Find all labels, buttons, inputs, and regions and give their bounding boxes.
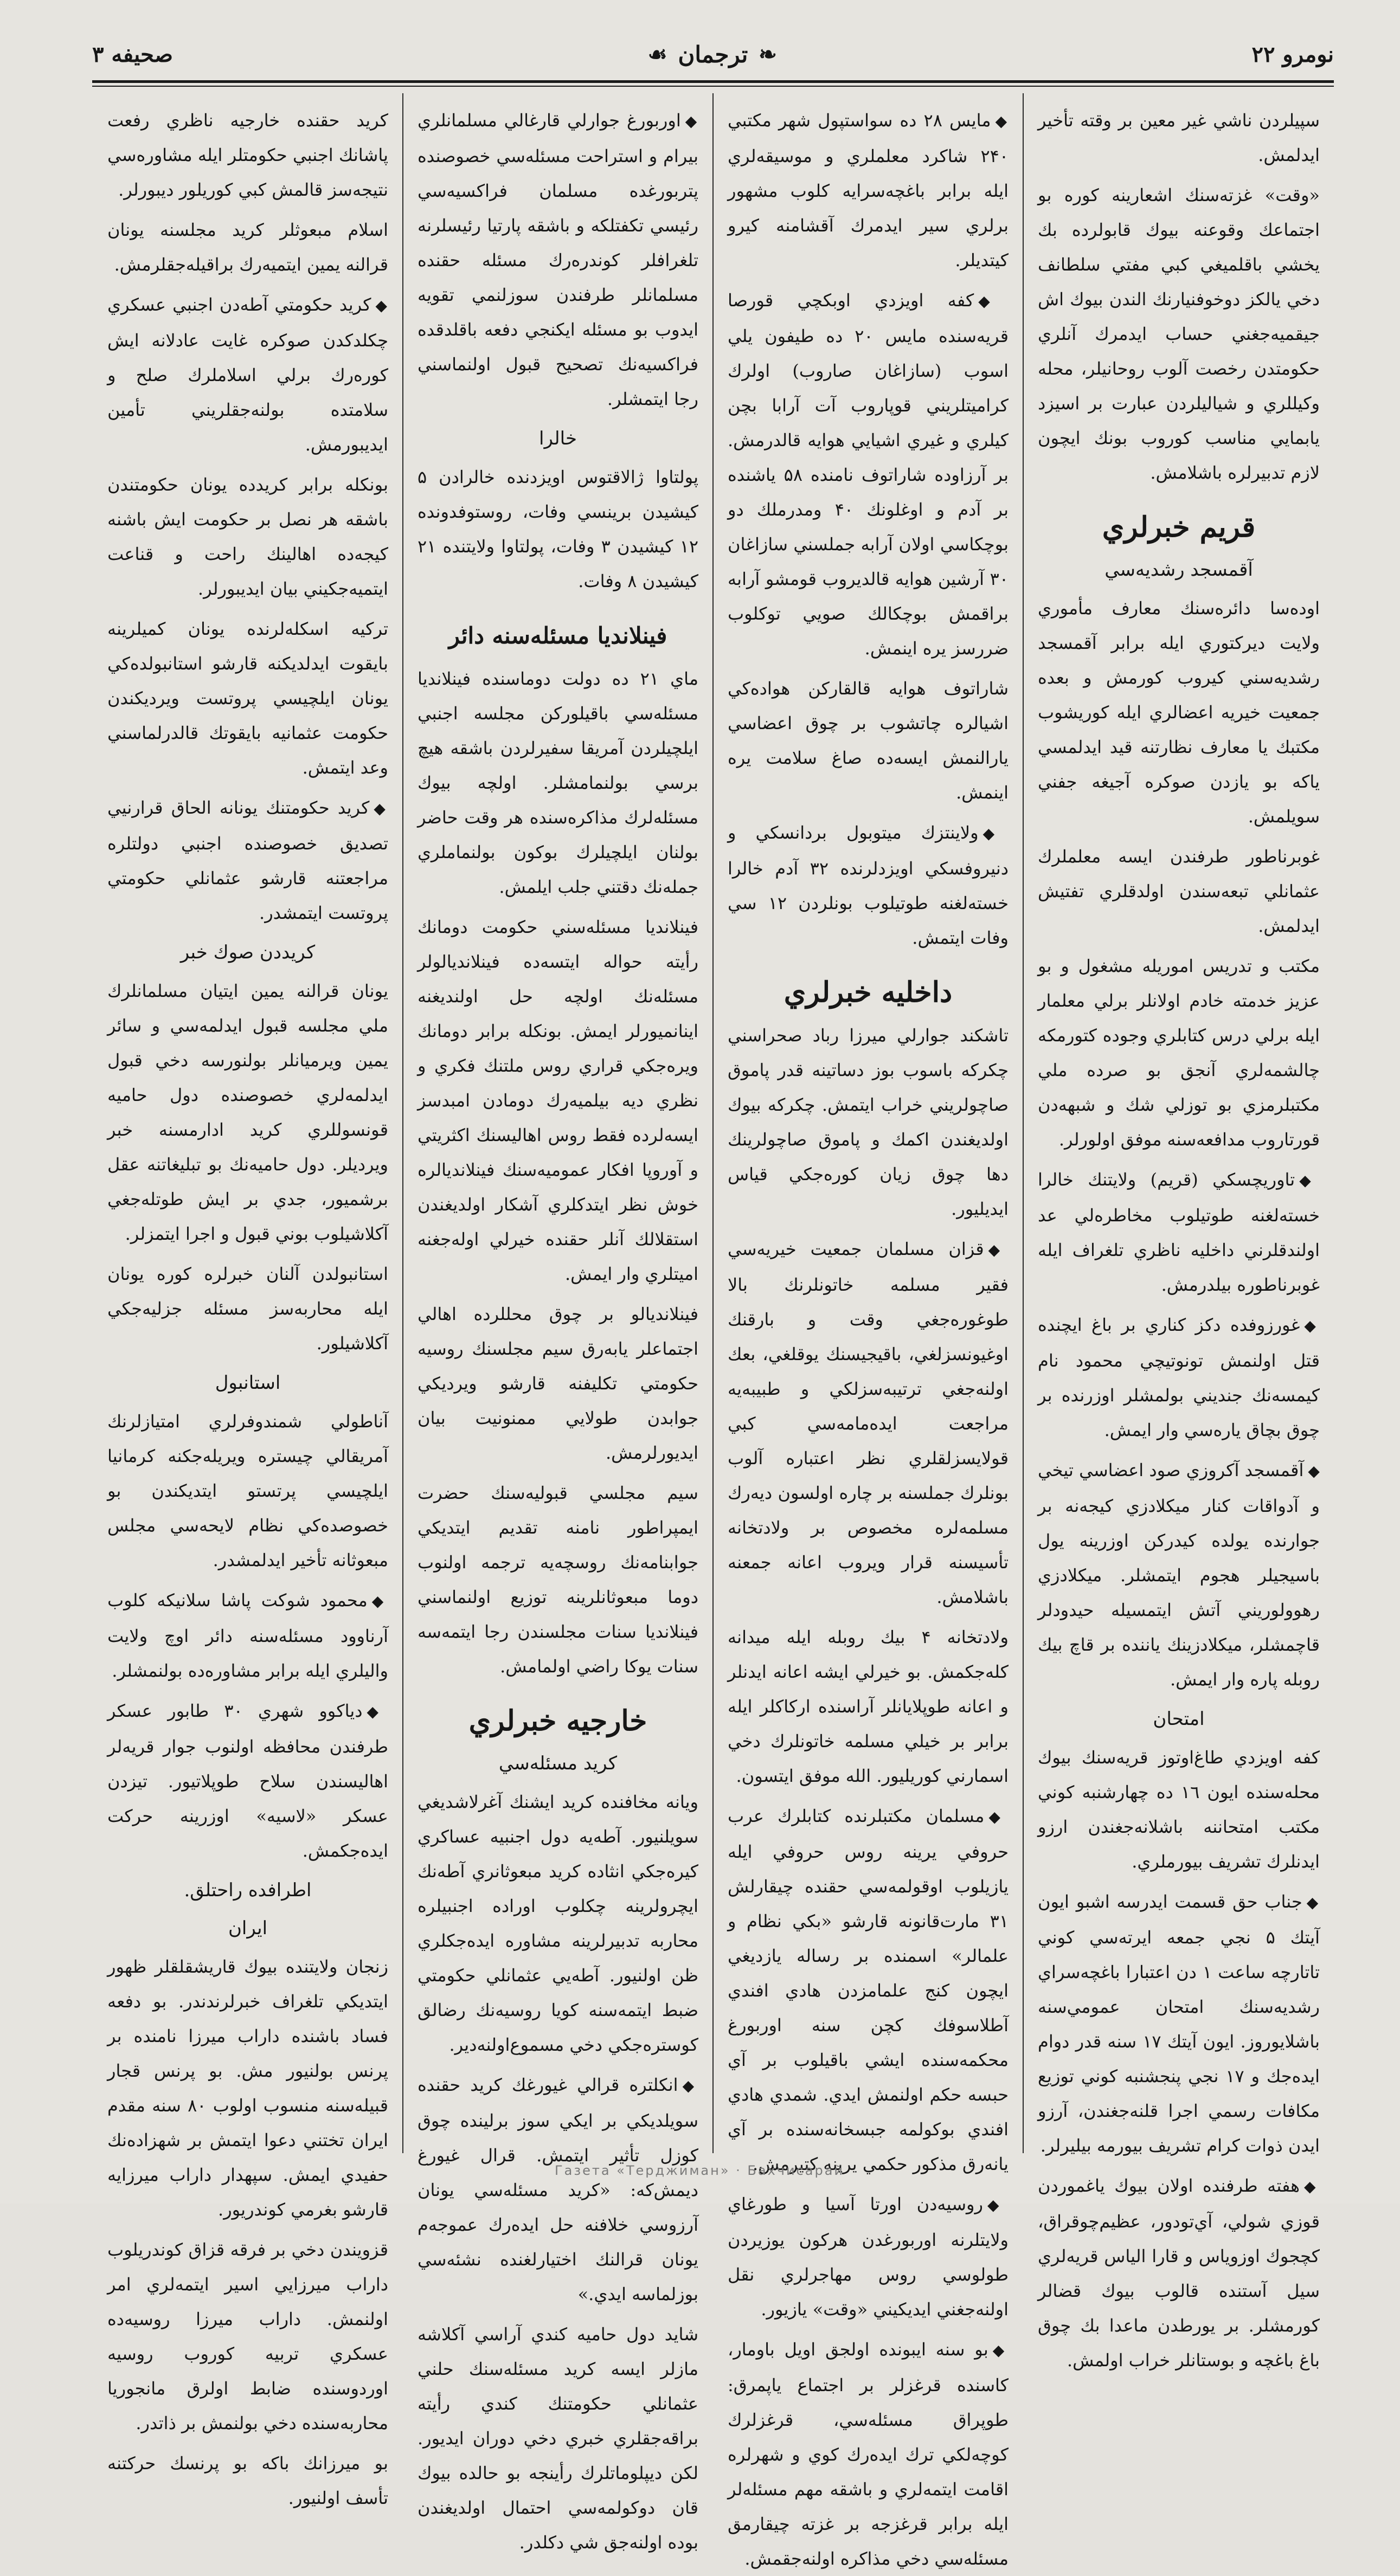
section-title-finland: فينلانديا مسئله‌سنه دائر	[448, 622, 667, 649]
news-text: آقمسجد آكروزي صود اعضاسي تيخي و آدواقات كنار ميكلادزي كيجه‌نه بر جوارنده يولده كيدركن اوزرينه يول باسيجيلر هجوم ايتمشلر. ميكلادزي رهوولوريني آتش ايتمسيله حيدودلر قاچمشلر، ميكلادزينك ياننده بر قاچ بيك روبله پاره وار ايمش.	[1038, 1460, 1320, 1690]
bullet-icon: ◆	[1304, 1317, 1320, 1335]
news-text: تاوريچسكي (قريم) ولايتنك خالرا خسته‌لغنه طوتيلوب مخاطره‌لي عد اولندقلرني داخليه ناظري تلغراف ايله غوبرناطوره بيلدرمش.	[1038, 1169, 1320, 1295]
news-item	[1038, 1162, 1320, 1302]
news-text: مايس ۲۸ ده سواستپول شهر مكتبي ۲۴۰ شاكرد معلملري و موسيقه‌لري ايله برابر باغچه‌سرايه كلوب مشهور برلري سير ايدمرك آقشامنه كيرو كيتديلر.	[728, 110, 1009, 271]
paragraph: شايد دول حاميه كندي آراسي آكلاشه مازلر ايسه كريد مسئله‌سنك حلني عثمانلي حكومتنك كندي رأيته براقه‌جقلري خبري دخي دوران ايديور. لكن ديپلوماتلرك رأينجه بو حالده بيوك قان دوكولمه‌سي احتمال اولديغندن بوده اولنه‌جق شي دكلدر.	[418, 2324, 698, 2553]
bullet-icon: ◆	[995, 112, 1009, 130]
news-text: ولاينتزك ميتوبول بردانسكي و دنيروفسكي اويزدلرنده ۳۲ آدم خالرا خسته‌لغنه طوتيلوب بونلردن ۱۲ سي وفات ايتمش.	[728, 822, 1009, 948]
bullet-icon: ◆	[988, 1241, 1009, 1259]
news-item	[728, 283, 1009, 666]
bullet-icon: ◆	[1299, 1171, 1320, 1189]
paragraph: زنجان ولايتنده بيوك قاريشقلقلر ظهور ايتديكي تلغراف خبرلرندندر. بو دفعه فساد باشنده داراب ميرزا نامنده بر پرنس بولنيور مش. بو پرنس قجار قبيله‌سنه منسوب اولوب ۸۰ سنه مقدم ايران تختني دعوا ايتمش بر شهزاده‌نك حفيدي ايمش. سپهدار داراب ميرزايه قارشو بغرمي كوندريور.	[107, 1956, 388, 2220]
paragraph: كفه اويزدي طاغ‌اوتوز قريه‌سنك بيوك محله‌سنده ايون ۱٦ ده چهارشنبه كوني مكتب امتحاننه باشلانه‌جغندن ارزو ايدنلرك تشريف بيورملري.	[1038, 1747, 1320, 1872]
masthead	[648, 41, 777, 68]
header-rule-thick	[92, 80, 1334, 83]
subsection-title-around: اطرافده راحتلق.	[184, 1879, 312, 1901]
bullet-icon: ◆	[982, 825, 1009, 842]
paragraph: پولتاوا ژالاقتوس اويزدنده خالرادن ۵ كيشيدن برينسي وفات، روستوفدونده ۱۲ كيشيدن ۳ وفات، پولتاوا ولايتنده ۲۱ كيشيدن ۸ وفات.	[418, 467, 699, 591]
paragraph: قزويندن دخي بر فرقه قزاق كوندريلوب داراب ميرزايي اسير ايتمه‌لري امر اولنمش. داراب ميرزا روسيه‌ده عسكري تربيه كوروب روسيه اوردوسنده ضابط اولرق مانجوريا محاربه‌سنده دخي بولنمش بر ذاتدر.	[107, 2239, 388, 2433]
paragraph: كريد حقنده خارجيه ناظري رفعت پاشانك اجنبي حكومتلر ايله مشاوره‌سي نتيجه‌سز قالمش كبي كوريلور ديبورلر.	[107, 110, 388, 200]
paragraph: تاشكند جوارلي ميرزا رباد صحراسني چكركه باسوب بوز دساتينه قدر پاموق صاچولريني خراب ايتمش. چكركه بيوك اولديغندن اكمك و پاموق صاچولرينك دها چوق زيان كوره‌جكي قياس ايديليور.	[728, 1025, 1009, 1219]
news-text: روسيه‌دن اورتا آسيا و طورغاي ولايتلرنه اوربورغدن هركون يوزيردن طولوسي روس مهاجرلري نقل اولنه‌جغني ايديكيني «وقت» يازيور.	[728, 2194, 1009, 2320]
news-text: بو سنه ايبونده اولجق اويل باومار، كاسنده قرغزلر بر اجتماع ياپمرق: طوپراق مسئله‌سي، قرغزلرك كوچه‌لكي ترك ايده‌رك كوي و شهرلره اقامت ايتمه‌لري و باشقه مهم مسئله‌لر ايله برابر قرغزجه بر غزته چيقارمق مسئله‌سي دخي مذاكره اولنه‌جقمش.	[728, 2339, 1009, 2569]
paragraph: «وقت» غزته‌سنك اشعارينه كوره بو اجتماعك وقوعنه بيوك قابولرده بك يخشي باقلميغي كبي مفتي سلطانف دخي يالكز دوخوفنيارنك الندن بيوك اش جيقميه‌جغني حساب ايدمرك آنلري حكومتدن رخصت آلوب روحانيلر، محله وكيللري و شياليلردن عبارت بر اسيزد يابمايي مناسب كوروب بونك ايچون لازم تدبيرلره باشلامش.	[1038, 185, 1320, 483]
ornament-right-icon: ☙	[647, 41, 667, 67]
section-title-domestic-news: داخليه خبرلري	[784, 976, 953, 1009]
subsection-title: آقمسجد رشديه‌سي	[1104, 559, 1253, 581]
paragraph: غوبرناطور طرفندن ايسه معلملرك عثمانلي تبعه‌سندن اولدقلري تفتيش ايدلمش.	[1038, 846, 1320, 936]
news-text: كفه اويزدي اوبكچي قورصا قريه‌سنده مايس ۲۰ ده طيفون يلي اسوب (سازاغان صاروب) اولرك كراميتلريني قوپاروب آت آرابا بچن كيلري و غيري اشيايي هوايه قالدرمش. بر آرزاوده شاراتوف نامنده ۵۸ ياشنده بر آدم و اوغلونك ۴۰ ومدرملك دو بوچكاسي اولان آرابه جملسني سازاغان ۳۰ آرشين هوايه قالديروب قومشو آرابه براقمش بوچكالك صويي توكلوب ضررسز يره اينمش.	[728, 290, 1009, 659]
page-header	[92, 28, 1334, 80]
paragraph: بو ميرزانك باكه بو پرنسك حركتنه تأسف اولنيور.	[107, 2453, 388, 2508]
news-item	[107, 790, 388, 930]
paragraph: مكتب و تدريس اموريله مشغول و بو عزيز خدمته خادم اولانلر برلي معلمار ايله برلي درس كتابلري وجوده كتورمكه چالشمه‌لري آنجق بو صرده ملي مكتبلرمزي بو توزلي شك و شبهه‌دن قورتاروب مدافعه‌سنه موفق اولورلر.	[1038, 956, 1320, 1150]
ornament-left-icon: ❧	[759, 41, 777, 67]
paragraph: ولادتخانه ۴ بيك روبله ايله ميدانه كله‌جكمش. بو خيرلي ايشه اعانه ايدنلر و اعانه طوپلايانلر آراسنده اركاكلر ايله برابر بر خيلي مسلمه خاتونلرك دخي اسمارني كوريليور. الله موفق ايتسون.	[728, 1627, 1009, 1786]
news-item	[107, 1693, 388, 1868]
bullet-icon: ◆	[987, 2196, 1009, 2214]
paragraph: ويانه مخافنده كريد ايشنك آغرلاشديغي سويلنيور. آطه‌يه دول اجنبيه عساكري كيره‌جكي انثاده كريد مبعوثانري آطه‌نك ايچرولرينه چكلوب اوراده اجنبيلره محاربه تدبيرلرينه مشاوره ايده‌جكلري ظن اولنيور. آطه‌يي عثمانلي حكومتي ضبط ايتمه‌سنه كويا روسيه‌نك رضالق كوستره‌جكي دخي مسموع‌اولنه‌دير.	[418, 1792, 698, 2055]
news-item	[728, 1799, 1009, 2181]
news-item	[1038, 1308, 1320, 1447]
news-item	[728, 2187, 1009, 2327]
issue-number: نومرو ۲۲	[1251, 41, 1334, 67]
bullet-icon: ◆	[978, 292, 1009, 310]
news-item	[728, 2332, 1009, 2576]
paragraph: اوده‌سا دائره‌سنك معارف مأموري ولايت ديركتوري ايله برابر آقمسجد رشديه‌سني كيروب كورمش و بعده جمعيت خيريه اعضالري ايله كوريشوب مكتبك يا معارف نظارتنه قيد ايدلمسي ياكه بو يازدن صوكره آجيغه جفني سويلمش.	[1038, 598, 1320, 827]
bullet-icon: ◆	[374, 800, 388, 817]
header-rule-thin	[92, 86, 1334, 87]
subsection-title-istanbul: استانبول	[215, 1372, 281, 1394]
bullet-icon: ◆	[371, 1592, 388, 1610]
bullet-icon: ◆	[1306, 1894, 1320, 1911]
subsection-title-exam: امتحان	[1153, 1708, 1205, 1730]
bullet-icon: ◆	[685, 112, 698, 130]
paragraph: فينلانديا مسئله‌سني حكومت دومانك رأيته حواله ايتسه‌ده فينلانديالولر مسئله‌نك اولچه حل اولنديغنه اينانميورلر ايمش. بونكله برابر دومانك ويره‌جكي قراري روس ملتنك فكري و نظري ديه بيلميه‌رك دومادن امبدسز ايسه‌لرده فقط روس اهاليسنك اكثريتي و آوروپا افكار عموميه‌سنك فينلانديالره خوش نظر ايتدكلري آشكار اولديغندن استقلالك آنلر حقنده خيرلي اوله‌جغنه اميتلري وار ايمش.	[418, 917, 698, 1284]
paragraph: سيم مجلسي قبوليه‌سنك حضرت ايمپراطور نامنه تقديم ايتديكي جوابنامه‌نك روسچه‌يه ترجمه اولنوب دوما مبعوثانلرينه توزيع اولنماسني فينلانديا سنات مجلسندن رجا ايتمه‌سه سنات يوكا راضي اولمامش.	[418, 1483, 698, 1677]
paragraph: آناطولي شمندوفرلري امتيازلرنك آمريقالي چيستره ويريله‌جكنه كرمانيا ايلچيسي پرتستو ايتديكندن بو خصوصده‌كي نظام لايحه‌سي مجلس مبعوثانه تأخير ايدلمشدر.	[107, 1411, 388, 1570]
bullet-icon: ◆	[375, 297, 388, 314]
news-item	[107, 287, 388, 462]
bullet-icon: ◆	[988, 1808, 1009, 1826]
paragraph: ماي ۲۱ ده دولت دوماسنده فينلانديا مسئله‌سي باقيلوركن مجلسه اجنبي ايلچيلردن آمريقا سفيرلردن باشقه هيچ برسي بولنمامشلر. اولچه بيوك مسئله‌لرك مذاكره‌سنده هر وقت حاضر بولنان ايلچيلرك بوكون بولنماملري جمله‌نك دقتني جلب ايلمش.	[418, 668, 699, 897]
news-text: قزان مسلمان جمعيت خيريه‌سي فقير مسلمه خاتونلرنك بالا طوغوره‌جغي وقت و بارقنك اوغيونسزلغي، باقيجيسنك يوقلغي، بعك اولنه‌جغي ترتيبه‌سزلكي و طبيبه‌يه مراجعت ايده‌مامه‌سي كبي قولايسزلقلري نظر اعتباره آلوب بونلرك جملسنه بر چاره اولسون ديه‌رك مسلمه‌لره مخصوص بر ولادتخانه تأسيسنه قرار ويروب اعانه جمعنه باشلامش.	[728, 1239, 1009, 1607]
column-4	[93, 93, 403, 2508]
news-item	[418, 2068, 698, 2311]
paragraph: تركيه اسكله‌لرنده يونان كميلرينه بايقوت ايدلديكنه قارشو استانبولده‌كي يونان ايلچيسي پروتست ويرديكندن حكومت عثمانيه بايقوتك قالدرلماسني وعد ايتمش.	[107, 619, 388, 778]
subsection-title-crete: كريد مسئله‌سي	[498, 1753, 618, 1774]
bullet-icon: ◆	[682, 2077, 698, 2095]
news-item	[107, 1583, 388, 1688]
page-number: صحيفه ۳	[92, 41, 173, 67]
subsection-title-crete-latest: كريددن صوك خبر	[180, 942, 316, 963]
news-item	[1038, 2168, 1320, 2378]
section-title-foreign-news: خارجيه خبرلري	[468, 1704, 647, 1737]
paragraph: استانبولدن آلنان خبرلره كوره يونان ايله محاربه‌سز مسئله جزليه‌جكي آكلاشيلور.	[107, 1264, 388, 1354]
subsection-title-cholera: خالرا	[539, 428, 577, 449]
subsection-title-iran: ايران	[228, 1917, 268, 1939]
news-text: كريد حكومتنك يونانه الحاق قرارنيي تصديق خصوصنده اجنبي دولتلره مراجعتنه قارشو عثمانلي حكومتي پروتست ايتمشدر.	[107, 797, 388, 923]
paragraph: شاراتوف هوايه قالقاركن هواده‌كي اشيالره چاتشوب بر چوق اعضاسي يارالنمش ايسه‌ده صاغ سلامت يره اينمش.	[728, 678, 1009, 803]
paragraph: فينلانديالو بر چوق محللرده اهالي اجتماعلر يابه‌رق سيم مجلسنك روسيه حكومتي تكليفنه قارشو ويرديكي جوابدن طولايي ممنونيت بيان ايديورلرمش.	[418, 1304, 698, 1463]
news-item	[418, 103, 698, 416]
bullet-icon: ◆	[992, 2341, 1009, 2359]
news-text: هفته طرفنده اولان بيوك ياغموردن قوزي شولي، آي‌تودور، عظيم‌چوقراق، كچجوك اوزوياس و قارا الياس قريه‌لري سيل آستنده قالوب بيوك قضالر كورمشلر. بر يورطدن ماعدا بك چوق باغ باغچه و بوستانلر خراب اولمش.	[1038, 2175, 1320, 2371]
news-text: غورزوفده دكز كناري بر باغ ايچنده قتل اولنمش تونوتيچي محمود نام كيمسه‌نك جنديني بولمشلر اوزرنده بر چوق بچاق ياره‌سي وار ايمش.	[1038, 1315, 1320, 1440]
bullet-icon: ◆	[367, 1703, 388, 1721]
column-1	[1024, 93, 1334, 2371]
paragraph: بونكله برابر كريدده يونان حكومتندن باشقه هر نصل بر حكومت ايش باشنه كيجه‌ده اهالينك راحت و قناعت ايتميه‌جكيني بيان ايديبورلر.	[107, 474, 388, 599]
paragraph: اسلام مبعوثلر كريد مجلسنه يونان قرالنه يمين ايتميه‌رك براقيله‌جقلرمش.	[107, 220, 388, 275]
news-text: انكلتره قرالي غيورغك كريد حقنده سويلديكي بر ايكي سوز برلينده چوق كوزل تأثير ايتمش. قرال غيورغ ديمش‌كه: «كريد مسئله‌سي يونان آرزوسي خلافنه حل ايده‌رك عموجه‌م يونان قرالنك اختيارلغنده نشئه‌سي بوزلماسه ايدي.»	[418, 2075, 698, 2304]
paragraph: يونان قرالنه يمين ايتيان مسلمانلرك ملي مجلسه قبول ايدلمه‌سي و سائر يمين ويرميانلر بولنورسه دخي قبول ايدلمه‌لري خصوصنده دول حاميه قونسوللري كريد ادارمسنه خبر ويرديلر. دول حاميه‌نك بو تبليغاتنه عقل برشميور، جدي بر ايش طوتله‌جغي آكلاشيلوب بوني قبول و اجرا ايتمزلر.	[107, 981, 388, 1244]
news-item	[1038, 1453, 1320, 1697]
news-text: كريد حكومتي آطه‌دن اجنبي عسكري چكلدكدن صوكره غايت عادلانه ايش كوره‌رك برلي اسلاملرك صلح و سلامتده بولنه‌جقلريني تأمين ايديبورمش.	[107, 294, 388, 455]
bullet-icon: ◆	[1304, 2178, 1320, 2195]
news-text: جناب حق قسمت ايدرسه اشبو ايون آيتك ۵ نجي جمعه ايرته‌سي كوني تاتارچه ساعت ۱ دن اعتبارا باغچه‌سراي رشديه‌سنك امتحان عمومي‌سنه باشلايوروز. ايون آيتك ۱۷ سنه قدر دوام ايده‌جك و ۱۷ نجي پنجشنبه كوني توزيع مكافات رسمي اجرا قلنه‌جغندن، آرزو ايدن ذوات كرام تشريف بيورمه بيليرلر.	[1038, 1891, 1320, 2156]
news-item	[1038, 1884, 1320, 2163]
column-2	[714, 93, 1024, 2569]
bullet-icon: ◆	[1308, 1462, 1320, 1480]
news-item	[728, 1232, 1009, 1614]
news-text: محمود شوكت پاشا سلانيكه كلوب آرناوود مسئله‌سنه دائر اوچ ولايت واليلري ايله برابر مشاوره‌ده بولنمشلر.	[107, 1590, 388, 1681]
paragraph: سپيلردن ناشي غير معين بر وقته تأخير ايدلمش.	[1038, 110, 1320, 165]
news-item	[728, 815, 1009, 955]
news-text: دياكوو شهري ۳۰ طابور عسكر طرفندن محافظه اولنوب جوار قريه‌لر اهاليسندن سلاح طوپلاتيور. تيزدن عسكر «لاسيه» اوزرينه حركت ايده‌جكمش.	[107, 1701, 388, 1861]
section-title-crimea-news: قريم خبرلري	[1102, 511, 1256, 544]
news-text: اوربورغ جوارلي قارغالي مسلمانلري بيرام و استراحت مسئله‌سي خصوصنده پتربورغده مسلمان فراكسيه‌سي رئيسي تكفتلكه و باشقه پارتيا رئيسلرنه تلغرافلر كوندره‌رك مسئله حقنده مسلمانلر طرفندن سوزلنمي تقويه ايدوب بو مسئله ايكنجي دفعه باقلدقده فراكسيه‌نك تصحيح قبول اولنماسني رجا ايتمشلر.	[418, 110, 698, 409]
news-item	[728, 103, 1009, 278]
newspaper-title: ترجمان	[678, 41, 748, 68]
page-footer: Газета «Терджиман» · Бахчисарай	[554, 2163, 844, 2178]
news-text: مسلمان مكتبلرنده كتابلرك عرب حروفي يرينه روس حروفي ايله يازيلوب اوقولمه‌سي حقنده چيقارلش ۳۱ مارت‌قانونه قارشو «بكي نظام و علمالر» اسمنده بر رساله يازديغي ايچون كنج علمامزدن هادي افندي آطلاسوفك كچن سنه اوربورغ محكمه‌سنده ايشي باقيلوب بر آي حبسه حكم اولنمش ايدي. شمدي هادي افندي بوكولمه جبسخانه‌سنده بر آي يانه‌رق مذكور حكمي يرينه كتيرمش.	[728, 1806, 1009, 2174]
